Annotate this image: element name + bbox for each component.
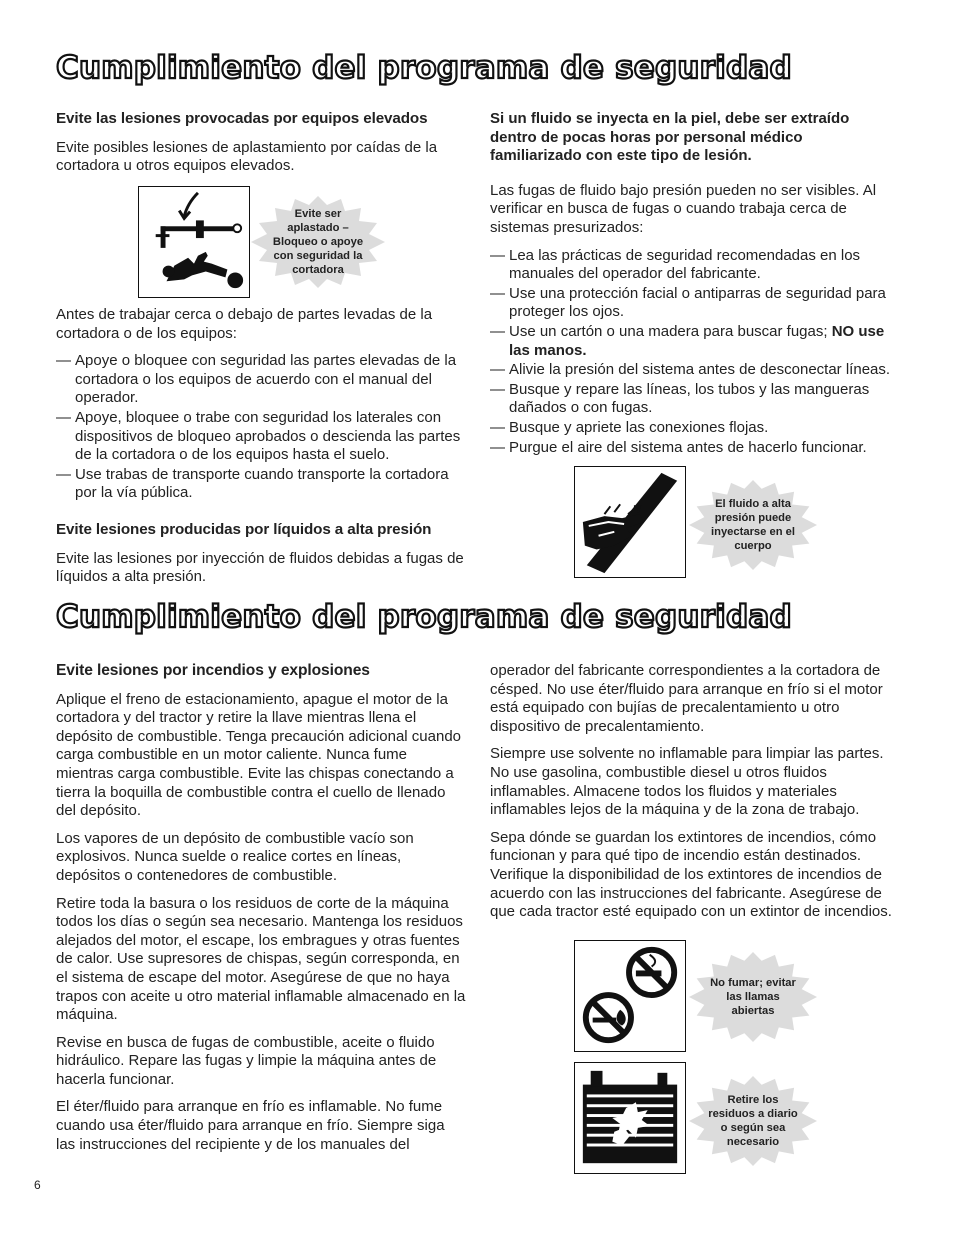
list-item: — Apoye, bloquee o trabe con seguridad los laterales con dispositivos de bloqueo aprobados o descienda las partes de la cortadora o de los equipos hasta el suelo. [56,408,461,464]
debris-removal-caption: Retire los residuos a diario o según sea necesario [708,1094,798,1148]
section2-right-column [490,662,892,931]
list-item: — Alivie la presión del sistema antes de desconectar líneas. [490,361,891,379]
raised-equipment-instructions-intro: Antes de trabajar cerca o debajo de partes levadas de la cortadora o de los equipos: [56,306,433,342]
heading-raised-equipment: Evite las lesiones provocadas por equipos elevados [56,110,428,127]
fluid-injection-caption-burst [689,480,817,570]
fire-paragraph: Retire toda la basura o los residuos de corte de la máquina todos los días o según sea necesario. Mantenga los residuos alejados del motor, el escape, los embragues y otras fuentes de calor. Use supresores de chispas, según corresponda, en el sistema de escape del motor. Asegúrese de que no haya trapos con aceite u otro material inflamable almacenado en la máquina. [56,894,466,1024]
no-smoking-pictogram [574,940,686,1052]
fire-paragraph: Revise en busca de fugas de combustible, aceite o fluido hidráulico. Repare las fugas y limpie la máquina antes de hacerla funcionar. [56,1033,437,1088]
section1-left-column-lower [56,306,466,596]
heading-high-pressure: Evite lesiones producidas por líquidos a alta presión [56,520,432,538]
raised-equipment-list [56,352,466,503]
list-item: — Use una protección facial o antiparras de seguridad para proteger los ojos. [490,284,886,321]
crush-hazard-pictogram [138,186,250,298]
crush-hazard-icon [139,187,249,297]
debris-removal-icon [575,1063,685,1173]
section1-left-column [56,110,466,185]
list-item: — Busque y apriete las conexiones flojas. [490,418,769,436]
list-item: — Use trabas de transporte cuando transporte la cortadora por la vía pública. [56,465,449,502]
fire-paragraph: Aplique el freno de estacionamiento, apague el motor de la cortadora y del tractor y retire la llave mientras llena el depósito de combustible. Tenga precaución adicional cuando carga combustible en un motor caliente. Nunca fume mientras carga combustible. Evite las chispas conectando a tierra la boquilla de combustible contra el cuello de llenado del depósito. [56,690,462,820]
section2-title: Cumplimiento del programa de seguridad [56,599,792,635]
debris-removal-pictogram [574,1062,686,1174]
list-item: — Purgue el aire del sistema antes de hacerlo funcionar. [490,438,867,456]
fluid-injection-caption: El fluido a alta presión puede inyectarse en el cuerpo [711,498,795,552]
crush-hazard-caption-burst [251,196,385,288]
no-smoking-icon [575,941,685,1051]
fire-paragraph: Sepa dónde se guardan los extintores de incendios, cómo funcionan y para qué tipo de incendio están destinados. Verifique la disponibilidad de los extintores de incendios de acuerdo con las instrucciones del fabricante. Asegúrese de que cada tractor esté equipado con un extintor de incendios. [490,828,892,921]
section1-right-column [490,110,892,466]
list-item: — Use un cartón o una madera para buscar fugas; NO use las manos. [490,322,885,359]
fluid-injection-pictogram [574,466,686,578]
fire-paragraph: El éter/fluido para arranque en frío es inflamable. No fume cuando usa éter/fluido para arranque en frío. Siempre siga las instrucciones del recipiente y de los manuales del [56,1098,445,1153]
section2-left-column [56,662,466,1163]
no-smoking-caption: No fumar; evitar las llamas abiertas [710,977,796,1017]
fire-paragraph: Los vapores de un depósito de combustible vacío son explosivos. Nunca suelde o realice cortes en líneas, depósitos o contenedores de combustible. [56,829,414,884]
section1-title: Cumplimiento del programa de seguridad [56,50,792,86]
list-item: — Busque y repare las líneas, los tubos y las mangueras dañados o con fugas. [490,380,870,417]
high-pressure-intro: Evite las lesiones por inyección de fluidos debidas a fugas de líquidos a alta presión. [56,549,464,586]
page-number: 6 [34,1178,41,1192]
injection-warning: Si un fluido se inyecta en la piel, debe ser extraído dentro de pocas horas por personal médico familiarizado con este tipo de lesión. [490,110,850,165]
raised-equipment-intro: Evite posibles lesiones de aplastamiento por caídas de la cortadora u otros equipos elevados. [56,138,438,175]
crush-hazard-caption: Evite ser aplastado – Bloqueo o apoye con seguridad la cortadora [272,208,364,276]
no-smoking-caption-burst [689,952,817,1042]
heading-fire-explosion: Evite lesiones por incendios y explosiones [56,662,370,679]
fluid-injection-icon [575,467,685,577]
fire-paragraph: operador del fabricante correspondientes a la cortadora de césped. No use éter/fluido para arranque en frío si el motor está equipado con bujías de precalentamiento u otro dispositivo de precalentamiento. [490,662,883,735]
leak-check-intro: Las fugas de fluido bajo presión pueden no ser visibles. Al verificar en busca de fugas o cuando trabaja cerca de sistemas presurizados: [490,181,877,236]
leak-check-list [490,247,892,458]
fire-paragraph: Siempre use solvente no inflamable para limpiar las partes. No use gasolina, combustible diesel u otros fluidos inflamables. Almacene todos los fluidos y materiales inflamables lejos de la máquina y de la zona de trabajo. [490,745,884,819]
debris-removal-caption-burst [689,1076,817,1166]
list-item: — Apoye o bloquee con seguridad las partes elevadas de la cortadora o los equipos de acuerdo con el manual del operador. [56,352,457,407]
list-item: — Lea las prácticas de seguridad recomendadas en los manuales del operador del fabricante. [490,246,861,283]
